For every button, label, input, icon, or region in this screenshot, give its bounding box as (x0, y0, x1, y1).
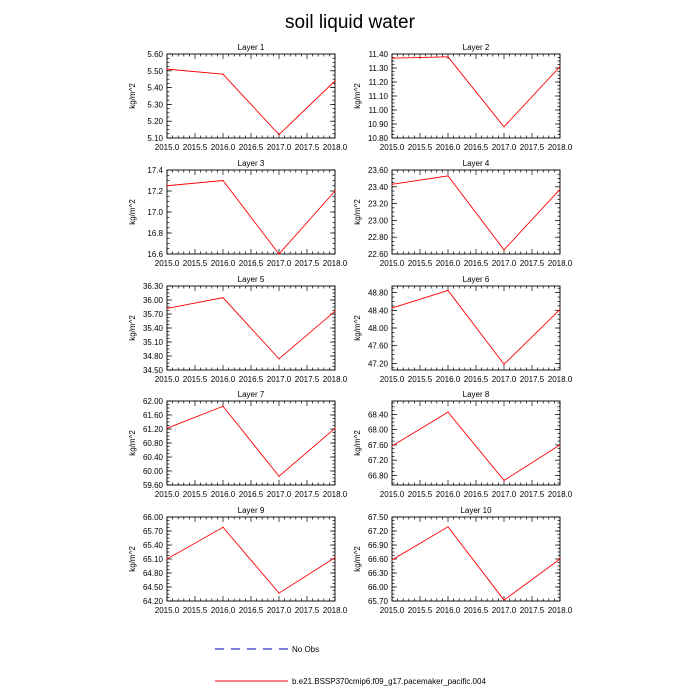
layer-8-y-tick-label: 66.80 (367, 471, 388, 481)
layer-6-y-tick-label: 47.60 (367, 341, 388, 351)
layer-8-x-tick-label: 2016.0 (435, 490, 461, 499)
layer-7-y-tick-label: 60.40 (142, 453, 163, 462)
layer-7-data-point (222, 406, 223, 407)
layer-7-x-tick-label: 2016.0 (210, 490, 236, 499)
layer-4-title: Layer 4 (462, 159, 490, 168)
layer-8-y-tick-label: 67.20 (367, 456, 388, 466)
layer-3-y-tick-label: 17.0 (147, 208, 163, 217)
layer-8-y-tick-label: 68.00 (367, 425, 388, 435)
layer-3-model-line (167, 181, 335, 255)
layer-8-model-line (392, 412, 560, 480)
layer-7-data-point (166, 428, 167, 429)
layer-10-y-tick-label: 66.90 (367, 541, 388, 550)
layer-9-data-point (222, 527, 223, 528)
layer-6-y-tick-label: 48.00 (367, 324, 388, 333)
layer-1-y-tick-label: 5.30 (147, 100, 163, 110)
layer-8-y-tick-label: 67.60 (367, 440, 388, 450)
layer-9-y-tick-label: 65.70 (142, 527, 163, 536)
layer-4-data-point (447, 175, 448, 176)
layer-3-y-tick-label: 17.2 (147, 187, 163, 196)
layer-5-x-tick-label: 2016.0 (210, 375, 236, 384)
layer-2-data-point (503, 126, 504, 127)
layer-5-data-point (334, 311, 335, 312)
layer-6-x-tick-label: 2015.5 (407, 375, 433, 384)
layer-7-title: Layer 7 (237, 390, 265, 399)
layer-5-x-tick-label: 2015.0 (154, 375, 180, 384)
layer-10-x-tick-label: 2017.5 (519, 606, 545, 615)
layer-8-x-tick-label: 2018.0 (547, 490, 573, 499)
layer-6-title: Layer 6 (462, 275, 490, 284)
layer-7-x-tick-label: 2017.0 (266, 490, 292, 499)
layer-2-data-point (559, 66, 560, 67)
layer-9-y-tick-label: 65.10 (142, 555, 163, 564)
panel-layer-10 (353, 506, 573, 615)
layer-10-data-point (447, 526, 448, 527)
layer-1-data-point (278, 134, 279, 135)
layer-4-x-tick-label: 2015.5 (407, 259, 433, 268)
layer-1-title: Layer 1 (237, 43, 265, 52)
layer-4-model-line (392, 176, 560, 250)
layer-10-data-point (391, 559, 392, 560)
layer-4-y-tick-label: 23.60 (367, 166, 388, 175)
layer-3-y-tick-label: 16.8 (147, 229, 163, 238)
panel-layer-8 (353, 390, 573, 499)
layer-8-data-point (391, 445, 392, 446)
layer-2-x-tick-label: 2016.5 (463, 143, 489, 152)
layer-9-y-tick-label: 64.50 (142, 583, 163, 592)
layer-5-data-point (278, 358, 279, 359)
layer-4-x-tick-label: 2017.5 (519, 259, 545, 268)
layer-5-y-axis-label: kg/m^2 (128, 315, 137, 341)
layer-8-x-tick-label: 2016.5 (463, 490, 489, 499)
layer-10-y-tick-label: 66.30 (367, 569, 388, 578)
layer-8-x-tick-label: 2017.0 (491, 490, 517, 499)
layer-6-x-tick-label: 2015.0 (379, 375, 405, 384)
layer-9-x-tick-label: 2015.0 (154, 606, 180, 615)
layer-4-y-axis-label: kg/m^2 (353, 199, 362, 225)
layer-1-y-tick-label: 5.40 (147, 83, 163, 93)
layer-8-y-axis-label: kg/m^2 (353, 430, 362, 456)
layer-10-x-tick-label: 2016.0 (435, 606, 461, 615)
layer-1-y-tick-label: 5.10 (147, 134, 163, 143)
layer-6-y-axis-label: kg/m^2 (353, 315, 362, 341)
layer-3-y-tick-label: 16.6 (147, 250, 163, 259)
layer-1-y-tick-label: 5.60 (147, 50, 163, 59)
layer-3-plot-frame (167, 170, 335, 254)
layer-4-x-tick-label: 2016.0 (435, 259, 461, 268)
layer-6-x-tick-label: 2016.5 (463, 375, 489, 384)
layer-7-x-tick-label: 2017.5 (294, 490, 320, 499)
layer-10-y-tick-label: 66.00 (367, 583, 388, 592)
panel-layer-6 (353, 275, 573, 384)
layer-1-data-point (166, 69, 167, 70)
layer-1-x-tick-label: 2017.0 (266, 143, 292, 152)
layer-1-x-tick-label: 2016.5 (238, 143, 264, 152)
layer-3-x-tick-label: 2017.0 (266, 259, 292, 268)
layer-10-x-tick-label: 2015.5 (407, 606, 433, 615)
layer-6-data-point (559, 309, 560, 310)
layer-5-x-tick-label: 2017.5 (294, 375, 320, 384)
layer-10-title: Layer 10 (460, 506, 492, 515)
layer-1-y-tick-label: 5.50 (147, 66, 163, 76)
layer-5-x-tick-label: 2016.5 (238, 375, 264, 384)
panel-layer-3 (128, 159, 348, 268)
layer-7-x-tick-label: 2016.5 (238, 490, 264, 499)
layer-8-title: Layer 8 (462, 390, 490, 399)
layer-5-y-tick-label: 36.30 (142, 282, 163, 291)
layer-8-data-point (559, 444, 560, 445)
layer-5-y-tick-label: 36.00 (142, 296, 163, 305)
layer-9-x-tick-label: 2015.5 (182, 606, 208, 615)
layer-9-x-tick-label: 2016.5 (238, 606, 264, 615)
legend (215, 645, 486, 686)
layer-5-y-tick-label: 34.80 (142, 352, 163, 361)
layer-9-x-tick-label: 2018.0 (322, 606, 348, 615)
layer-3-x-tick-label: 2015.5 (182, 259, 208, 268)
layer-4-y-tick-label: 22.60 (367, 250, 388, 259)
layer-3-x-tick-label: 2016.0 (210, 259, 236, 268)
layer-7-y-axis-label: kg/m^2 (128, 430, 137, 456)
layer-10-y-tick-label: 67.50 (367, 513, 388, 522)
layer-7-y-tick-label: 59.60 (142, 481, 163, 490)
layer-5-x-tick-label: 2015.5 (182, 375, 208, 384)
layer-7-y-tick-label: 60.00 (142, 467, 163, 476)
layer-8-x-tick-label: 2015.5 (407, 490, 433, 499)
layer-9-model-line (167, 527, 335, 593)
layer-9-x-tick-label: 2017.0 (266, 606, 292, 615)
layer-6-y-tick-label: 47.20 (367, 359, 388, 369)
layer-3-data-point (166, 185, 167, 186)
layer-9-x-tick-label: 2016.0 (210, 606, 236, 615)
layer-5-y-tick-label: 34.50 (142, 366, 163, 375)
layer-4-plot-frame (392, 170, 560, 254)
layer-3-x-tick-label: 2017.5 (294, 259, 320, 268)
layer-5-x-tick-label: 2018.0 (322, 375, 348, 384)
layer-1-data-point (334, 80, 335, 81)
layer-7-plot-frame (167, 401, 335, 485)
layer-10-x-tick-label: 2017.0 (491, 606, 517, 615)
layer-3-title: Layer 3 (237, 159, 265, 168)
panel-layer-7 (128, 390, 348, 499)
layer-5-y-tick-label: 35.70 (142, 310, 163, 319)
layer-7-model-line (167, 406, 335, 476)
layer-1-plot-frame (167, 54, 335, 138)
layer-9-data-point (334, 557, 335, 558)
layer-2-x-tick-label: 2015.0 (379, 143, 405, 152)
panels-group (128, 43, 573, 615)
layer-9-y-tick-label: 64.80 (142, 569, 163, 578)
layer-10-y-tick-label: 67.20 (367, 527, 388, 536)
layer-6-x-tick-label: 2017.0 (491, 375, 517, 384)
layer-1-y-tick-label: 5.20 (147, 117, 163, 127)
figure-title: soil liquid water (285, 12, 415, 33)
layer-3-data-point (334, 190, 335, 191)
panel-layer-9 (128, 506, 348, 615)
layer-9-y-axis-label: kg/m^2 (128, 546, 137, 572)
layer-3-data-point (222, 180, 223, 181)
legend-obs-label: No Obs (292, 645, 320, 654)
layer-6-model-line (392, 290, 560, 364)
layer-2-x-tick-label: 2018.0 (547, 143, 573, 152)
layer-8-x-tick-label: 2017.5 (519, 490, 545, 499)
panel-layer-1 (128, 43, 348, 152)
layer-2-y-tick-label: 11.20 (368, 78, 388, 87)
panel-layer-5 (128, 275, 348, 384)
legend-model-label: b.e21.BSSP370cmip6.f09_g17.pacemaker_pacific.004 (292, 677, 486, 686)
layer-6-data-point (447, 290, 448, 291)
layer-10-model-line (392, 527, 560, 600)
layer-2-data-point (391, 58, 392, 59)
layer-1-x-tick-label: 2016.0 (210, 143, 236, 152)
layer-4-y-tick-label: 22.80 (367, 233, 388, 243)
layer-4-y-tick-label: 23.40 (367, 182, 388, 192)
layer-4-y-tick-label: 23.00 (367, 216, 388, 226)
layer-4-data-point (503, 249, 504, 250)
layer-1-x-tick-label: 2018.0 (322, 143, 348, 152)
panel-layer-4 (353, 159, 573, 268)
layer-10-x-tick-label: 2015.0 (379, 606, 405, 615)
layer-6-data-point (503, 364, 504, 365)
layer-7-data-point (278, 476, 279, 477)
layer-2-x-tick-label: 2016.0 (435, 143, 461, 152)
layer-9-plot-frame (167, 517, 335, 601)
layer-8-x-tick-label: 2015.0 (379, 490, 405, 499)
layer-4-data-point (391, 184, 392, 185)
layer-6-y-tick-label: 48.40 (367, 306, 388, 316)
layer-3-x-tick-label: 2016.5 (238, 259, 264, 268)
layer-8-data-point (503, 480, 504, 481)
layer-5-y-tick-label: 35.10 (142, 338, 163, 347)
layer-3-x-tick-label: 2018.0 (322, 259, 348, 268)
layer-9-y-tick-label: 66.00 (142, 513, 163, 522)
layer-6-y-tick-label: 48.80 (367, 288, 388, 298)
layer-7-y-tick-label: 62.00 (142, 397, 163, 406)
layer-2-y-axis-label: kg/m^2 (353, 83, 362, 109)
layer-7-y-tick-label: 61.20 (142, 425, 163, 434)
layer-10-x-tick-label: 2018.0 (547, 606, 573, 615)
layer-9-y-tick-label: 65.40 (142, 541, 163, 550)
layer-2-y-tick-label: 11.40 (368, 50, 388, 59)
layer-3-data-point (278, 253, 279, 254)
layer-3-y-axis-label: kg/m^2 (128, 199, 137, 225)
layer-9-title: Layer 9 (237, 506, 265, 515)
layer-2-plot-frame (392, 54, 560, 138)
layer-4-data-point (559, 189, 560, 190)
layer-6-data-point (391, 308, 392, 309)
layer-7-x-tick-label: 2015.5 (182, 490, 208, 499)
layer-5-y-tick-label: 35.40 (142, 324, 163, 333)
layer-10-data-point (503, 599, 504, 600)
layer-5-data-point (222, 297, 223, 298)
layer-7-y-tick-label: 61.60 (142, 411, 163, 420)
layer-4-x-tick-label: 2015.0 (379, 259, 405, 268)
layer-3-y-tick-label: 17.4 (147, 166, 163, 175)
layer-2-y-tick-label: 10.80 (367, 134, 388, 143)
layer-5-x-tick-label: 2017.0 (266, 375, 292, 384)
layer-10-plot-frame (392, 517, 560, 601)
layer-8-y-tick-label: 68.40 (367, 410, 388, 420)
layer-1-x-tick-label: 2015.5 (182, 143, 208, 152)
layer-6-x-tick-label: 2016.0 (435, 375, 461, 384)
layer-5-data-point (166, 308, 167, 309)
layer-1-x-tick-label: 2015.0 (154, 143, 180, 152)
layer-7-data-point (334, 428, 335, 429)
layer-10-y-tick-label: 65.70 (367, 597, 388, 606)
layer-2-y-tick-label: 10.90 (367, 120, 388, 129)
layer-9-data-point (166, 558, 167, 559)
layer-4-x-tick-label: 2017.0 (491, 259, 517, 268)
layer-10-data-point (559, 558, 560, 559)
layer-5-title: Layer 5 (237, 275, 265, 284)
layer-2-x-tick-label: 2015.5 (407, 143, 433, 152)
layer-7-y-tick-label: 60.80 (142, 439, 163, 448)
layer-2-x-tick-label: 2017.5 (519, 143, 545, 152)
layer-5-model-line (167, 298, 335, 359)
layer-10-y-axis-label: kg/m^2 (353, 546, 362, 572)
layer-2-model-line (392, 57, 560, 127)
layer-4-x-tick-label: 2016.5 (463, 259, 489, 268)
layer-2-y-tick-label: 11.10 (368, 92, 388, 101)
layer-1-data-point (222, 74, 223, 75)
layer-2-y-tick-label: 11.00 (368, 106, 388, 115)
layer-7-x-tick-label: 2015.0 (154, 490, 180, 499)
layer-4-x-tick-label: 2018.0 (547, 259, 573, 268)
layer-2-title: Layer 2 (462, 43, 490, 52)
layer-4-y-tick-label: 23.20 (367, 199, 388, 209)
layer-10-x-tick-label: 2016.5 (463, 606, 489, 615)
layer-6-x-tick-label: 2018.0 (547, 375, 573, 384)
layer-9-y-tick-label: 64.20 (142, 597, 163, 606)
layer-9-x-tick-label: 2017.5 (294, 606, 320, 615)
layer-2-y-tick-label: 11.30 (368, 64, 388, 73)
layer-3-x-tick-label: 2015.0 (154, 259, 180, 268)
layer-7-x-tick-label: 2018.0 (322, 490, 348, 499)
layer-6-x-tick-label: 2017.5 (519, 375, 545, 384)
layer-1-x-tick-label: 2017.5 (294, 143, 320, 152)
layer-2-data-point (447, 56, 448, 57)
layer-2-x-tick-label: 2017.0 (491, 143, 517, 152)
layer-1-model-line (167, 69, 335, 135)
layer-9-data-point (278, 592, 279, 593)
layer-1-y-axis-label: kg/m^2 (128, 83, 137, 109)
layer-10-y-tick-label: 66.60 (367, 555, 388, 564)
layer-8-data-point (447, 411, 448, 412)
layer-8-plot-frame (392, 401, 560, 485)
panel-layer-2 (353, 43, 573, 152)
